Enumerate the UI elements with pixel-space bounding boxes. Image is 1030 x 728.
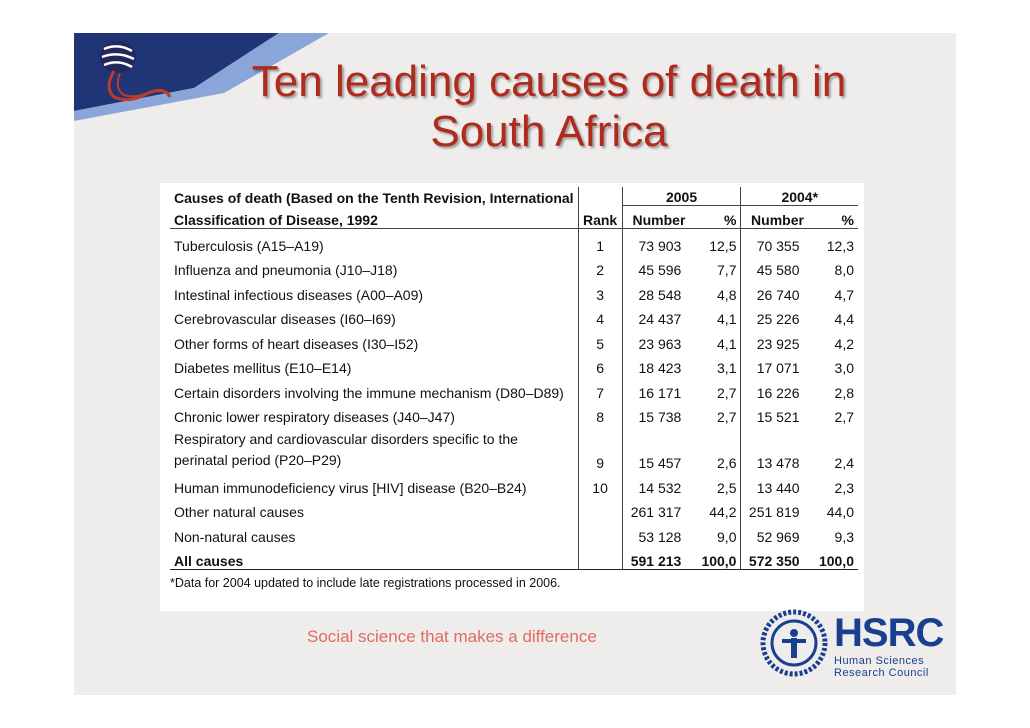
cell-pct-2005: 7,7 bbox=[717, 262, 737, 278]
header-rank: Rank bbox=[578, 206, 622, 229]
cell-cause: Other natural causes bbox=[174, 504, 304, 520]
cell-pct-2004: 9,3 bbox=[834, 528, 854, 545]
cell-number-2005: 73 903 bbox=[622, 229, 695, 254]
cell-cause: Human immunodeficiency virus [HIV] disease (B20–B24) bbox=[174, 479, 527, 496]
total-number-2004: 572 350 bbox=[741, 545, 814, 570]
table-row bbox=[170, 471, 858, 496]
cell-cause: Intestinal infectious diseases (A00–A09) bbox=[174, 286, 424, 303]
cell-number-2004: 52 969 bbox=[741, 520, 814, 545]
causes-of-death-table bbox=[170, 187, 858, 570]
cell-number-2005: 45 596 bbox=[622, 254, 695, 279]
cell-rank: 3 bbox=[578, 278, 622, 303]
cell-pct-2004: 2,4 bbox=[834, 455, 854, 471]
cell-number-2004: 16 226 bbox=[741, 376, 814, 401]
cell-number-2004: 15 521 bbox=[741, 401, 814, 426]
cell-pct-2004: 2,3 bbox=[834, 479, 854, 496]
cell-pct-2005: 3,1 bbox=[717, 360, 737, 376]
title-line-1: Ten leading causes of death in bbox=[251, 57, 847, 106]
cell-pct-2005: 2,7 bbox=[717, 384, 737, 401]
cell-pct-2004: 2,7 bbox=[834, 409, 854, 425]
cell-cause: Cerebrovascular diseases (I60–I69) bbox=[174, 311, 396, 327]
table-footnote: *Data for 2004 updated to include late registrations processed in 2006. bbox=[170, 576, 561, 590]
total-pct-2004: 100,0 bbox=[814, 545, 858, 570]
cell-pct-2004: 8,0 bbox=[834, 262, 854, 278]
table-header-row-1 bbox=[170, 187, 858, 206]
total-number-2005: 591 213 bbox=[622, 545, 695, 570]
cell-number-2004: 45 580 bbox=[741, 254, 814, 279]
cell-pct-2004: 4,2 bbox=[834, 335, 854, 352]
cell-cause: Diabetes mellitus (E10–E14) bbox=[174, 360, 352, 376]
header-number-2005: Number bbox=[622, 206, 695, 229]
slide bbox=[74, 33, 956, 695]
table-row bbox=[170, 229, 858, 254]
cell-number-2004: 13 478 bbox=[741, 425, 814, 471]
header-number-2004: Number bbox=[741, 206, 814, 229]
cell-rank: 8 bbox=[578, 401, 622, 426]
cell-rank bbox=[578, 496, 622, 521]
tagline: Social science that makes a difference bbox=[307, 627, 597, 646]
logo-subtitle-line2: Research Council bbox=[834, 667, 929, 679]
cell-cause: Chronic lower respiratory diseases (J40–J47) bbox=[174, 409, 455, 425]
cell-number-2004: 26 740 bbox=[741, 278, 814, 303]
cell-rank: 10 bbox=[578, 471, 622, 496]
cell-cause: Respiratory and cardiovascular disorders specific to the perinatal period (P20–P29) bbox=[174, 431, 518, 468]
cell-pct-2004: 12,3 bbox=[826, 237, 854, 254]
cell-number-2005: 15 457 bbox=[622, 425, 695, 471]
cell-number-2004: 23 925 bbox=[741, 327, 814, 352]
hsrc-logo bbox=[760, 609, 950, 679]
cell-pct-2005: 9,0 bbox=[717, 528, 737, 545]
logo-name: HSRC bbox=[834, 611, 944, 655]
slide-title bbox=[204, 57, 894, 157]
cell-number-2005: 14 532 bbox=[622, 471, 695, 496]
cell-pct-2004: 2,8 bbox=[834, 384, 854, 401]
table-row bbox=[170, 520, 858, 545]
cell-cause: Certain disorders involving the immune mechanism (D80–D89) bbox=[174, 384, 564, 401]
total-cause: All causes bbox=[170, 545, 578, 570]
logo-subtitle bbox=[834, 655, 954, 679]
table-row bbox=[170, 401, 858, 426]
cell-number-2004: 70 355 bbox=[741, 229, 814, 254]
cell-number-2005: 18 423 bbox=[622, 352, 695, 377]
header-pct-2005: % bbox=[695, 206, 741, 229]
cell-pct-2005: 2,6 bbox=[717, 455, 737, 471]
cell-number-2005: 24 437 bbox=[622, 303, 695, 328]
table-body bbox=[170, 229, 858, 545]
cell-number-2005: 16 171 bbox=[622, 376, 695, 401]
table-row bbox=[170, 278, 858, 303]
cell-rank: 7 bbox=[578, 376, 622, 401]
cell-number-2005: 15 738 bbox=[622, 401, 695, 426]
cell-rank bbox=[578, 520, 622, 545]
table-total-row bbox=[170, 545, 858, 570]
total-pct-2005: 100,0 bbox=[695, 545, 741, 570]
title-line-2: South Africa bbox=[430, 107, 668, 156]
table-row bbox=[170, 496, 858, 521]
table-row bbox=[170, 352, 858, 377]
cell-rank: 2 bbox=[578, 254, 622, 279]
cell-number-2004: 251 819 bbox=[741, 496, 814, 521]
hsrc-emblem-icon bbox=[760, 609, 828, 677]
cell-cause: Non-natural causes bbox=[174, 528, 296, 545]
cell-rank: 9 bbox=[578, 425, 622, 471]
cell-cause: Tuberculosis (A15–A19) bbox=[174, 237, 324, 254]
cell-pct-2004: 4,7 bbox=[834, 286, 854, 303]
cell-number-2005: 28 548 bbox=[622, 278, 695, 303]
cell-number-2004: 17 071 bbox=[741, 352, 814, 377]
cell-cause: Influenza and pneumonia (J10–J18) bbox=[174, 262, 398, 278]
cell-pct-2005: 4,8 bbox=[717, 286, 737, 303]
cell-pct-2004: 4,4 bbox=[834, 311, 854, 327]
cell-rank: 5 bbox=[578, 327, 622, 352]
cell-rank: 1 bbox=[578, 229, 622, 254]
table-row bbox=[170, 425, 858, 471]
table-header-row-2 bbox=[170, 206, 858, 229]
header-pct-2004: % bbox=[814, 206, 858, 229]
cell-cause: Other forms of heart diseases (I30–I52) bbox=[174, 335, 419, 352]
table-row bbox=[170, 327, 858, 352]
header-year-2004: 2004* bbox=[741, 187, 858, 206]
header-cause-line2: Classification of Disease, 1992 bbox=[170, 206, 578, 229]
cell-number-2005: 261 317 bbox=[622, 496, 695, 521]
table-row bbox=[170, 376, 858, 401]
logo-subtitle-line1: Human Sciences bbox=[834, 655, 925, 667]
cell-rank: 4 bbox=[578, 303, 622, 328]
cell-number-2005: 23 963 bbox=[622, 327, 695, 352]
cell-pct-2004: 44,0 bbox=[826, 504, 854, 520]
cell-rank: 6 bbox=[578, 352, 622, 377]
cell-number-2005: 53 128 bbox=[622, 520, 695, 545]
cell-pct-2005: 44,2 bbox=[709, 504, 737, 520]
cell-pct-2005: 2,5 bbox=[717, 479, 737, 496]
table-panel bbox=[160, 183, 864, 611]
cell-number-2004: 13 440 bbox=[741, 471, 814, 496]
table-row bbox=[170, 303, 858, 328]
header-cause-line1: Causes of death (Based on the Tenth Revision, International bbox=[174, 189, 574, 206]
header-year-2005: 2005 bbox=[622, 187, 741, 206]
cell-pct-2005: 4,1 bbox=[717, 335, 737, 352]
cell-pct-2005: 2,7 bbox=[717, 409, 737, 425]
cell-pct-2005: 4,1 bbox=[717, 311, 737, 327]
cell-number-2004: 25 226 bbox=[741, 303, 814, 328]
cell-pct-2004: 3,0 bbox=[834, 360, 854, 376]
table-row bbox=[170, 254, 858, 279]
cell-pct-2005: 12,5 bbox=[709, 237, 737, 254]
